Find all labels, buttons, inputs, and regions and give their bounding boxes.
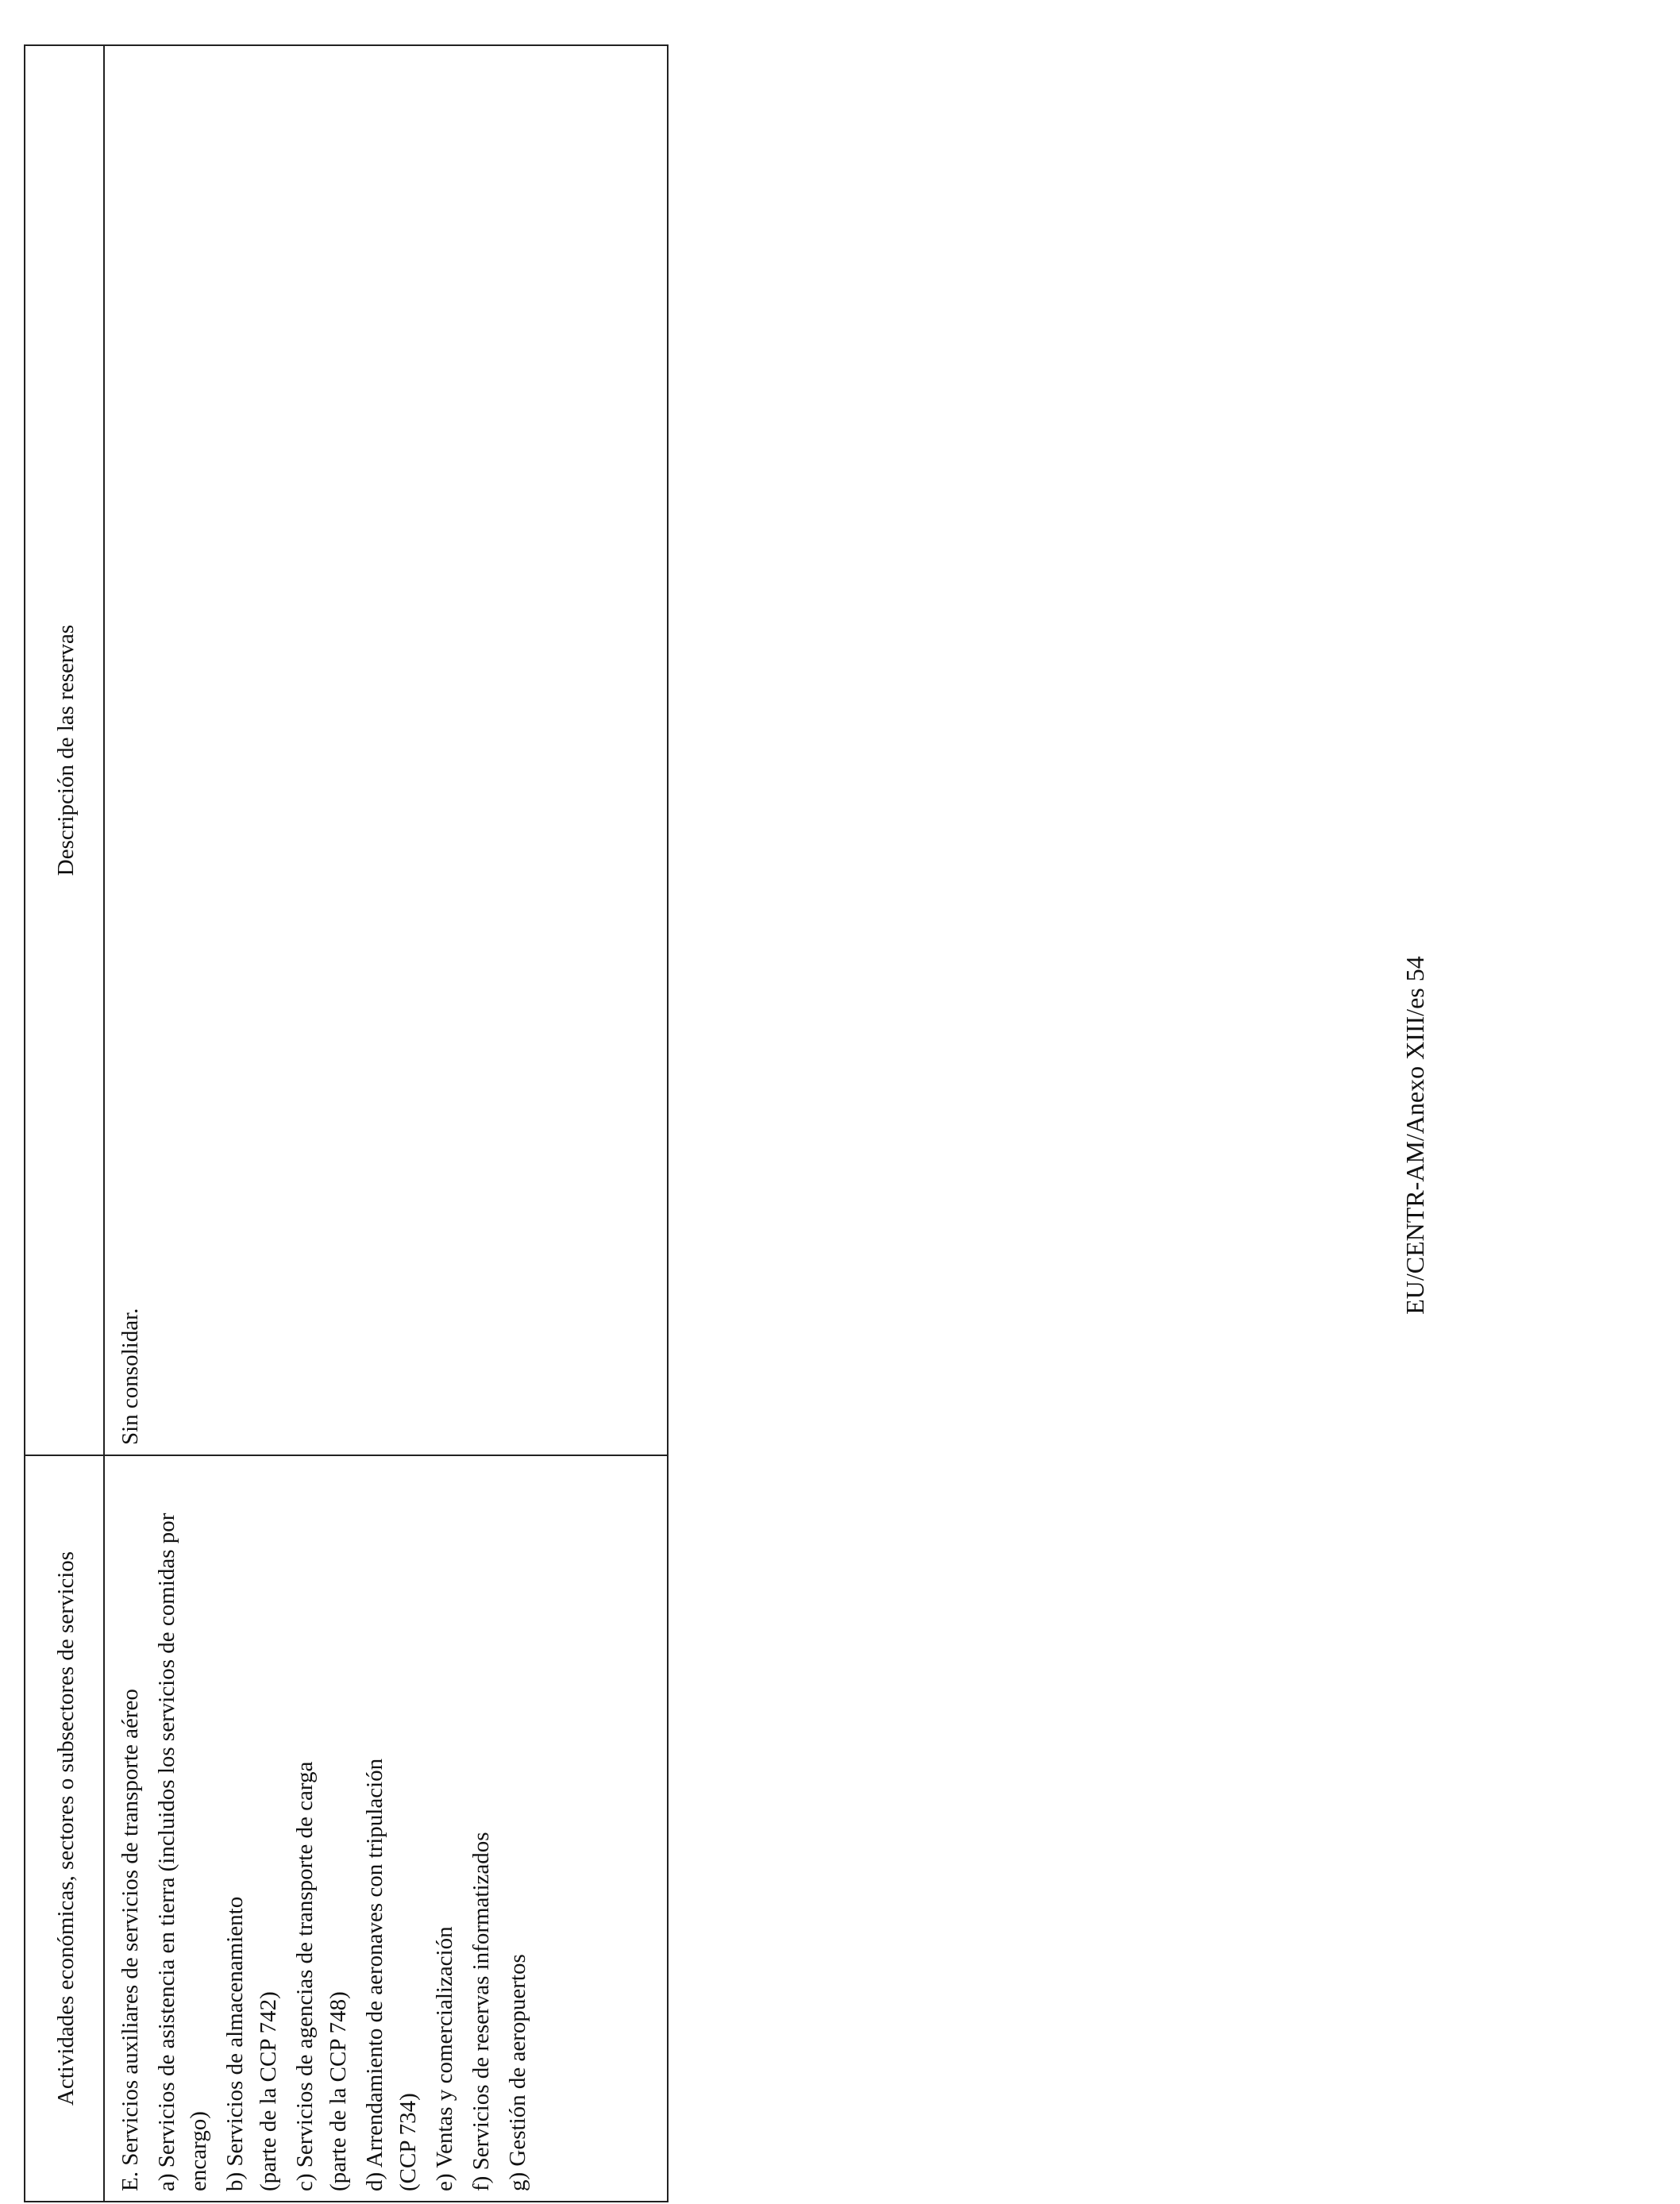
rotated-table-container bbox=[24, 46, 669, 2202]
header-reservations: Descripción de las reservas bbox=[25, 45, 104, 1455]
sector-item-a: a) Servicios de asistencia en tierra (incluidos los servicios de comidas por encargo) bbox=[154, 1512, 212, 2191]
table-header-row bbox=[25, 45, 104, 2202]
table-row bbox=[104, 45, 668, 2202]
sector-item-d-ref: (CCP 734) bbox=[395, 2093, 422, 2191]
sector-item-b-ref: (parte de la CCP 742) bbox=[256, 1991, 282, 2191]
sector-cell bbox=[104, 1455, 668, 2202]
page-footer bbox=[1401, 873, 1428, 1397]
reservation-cell: Sin consolidar. bbox=[104, 45, 668, 1455]
sector-item-f: f) Servicios de reservas informatizados bbox=[468, 1832, 495, 2191]
sector-item-title: E. Servicios auxiliares de servicios de transporte aéreo bbox=[118, 1689, 143, 2191]
sector-item-d: d) Arrendamiento de aeronaves con tripulación bbox=[362, 1758, 388, 2191]
sector-item-e: e) Ventas y comercialización bbox=[432, 1926, 458, 2191]
sector-item-c-ref: (parte de la CCP 748) bbox=[326, 1991, 352, 2191]
header-sectors: Actividades económicas, sectores o subsectores de servicios bbox=[25, 1455, 104, 2202]
reservations-table bbox=[24, 44, 669, 2202]
sector-item-g: g) Gestión de aeropuertos bbox=[505, 1954, 531, 2191]
sector-item-c: c) Servicios de agencias de transporte de carga bbox=[292, 1761, 318, 2191]
sector-item-b: b) Servicios de almacenamiento bbox=[222, 1896, 249, 2191]
document-reference: EU/CENTR-AM/Anexo XIII/es 54 bbox=[1401, 956, 1429, 1315]
